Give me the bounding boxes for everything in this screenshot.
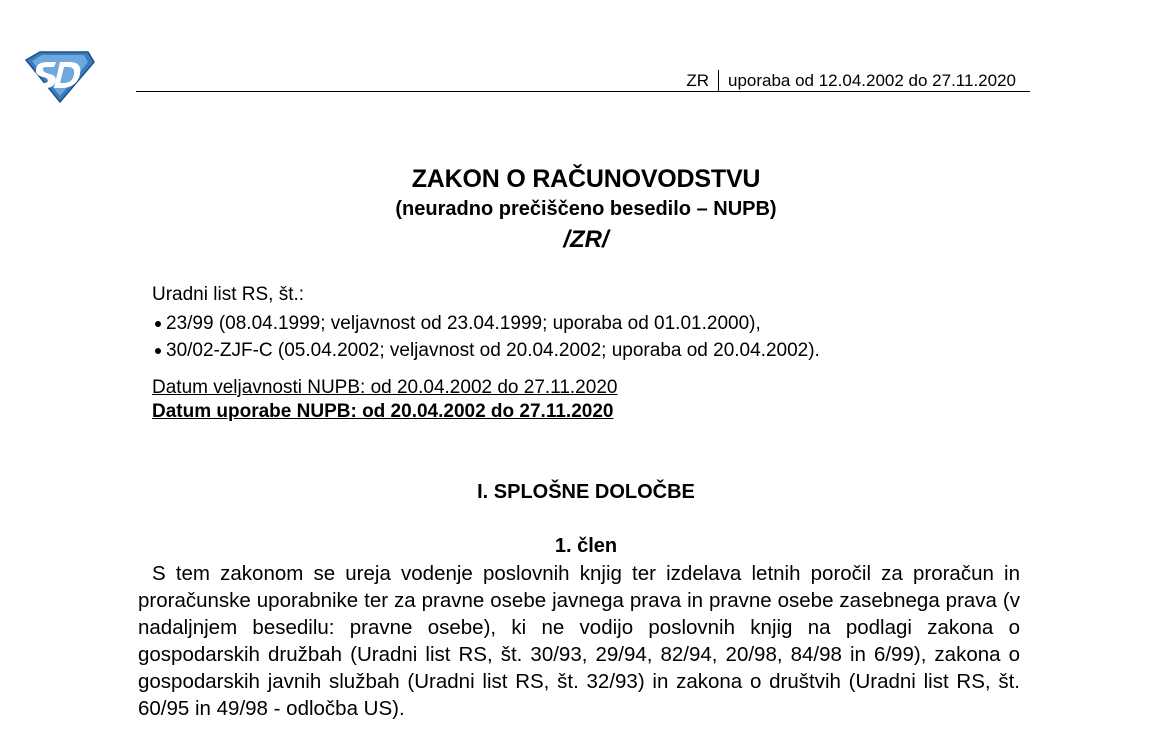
gazette-item-text: 30/02-ZJF-C (05.04.2002; veljavnost od 20.04.2002; uporaba od 20.04.2002). [166,340,820,361]
document-subtitle: (neuradno prečiščeno besedilo – NUPB) [395,198,777,220]
gazette-item-text: 23/99 (08.04.1999; veljavnost od 23.04.1999; uporaba od 01.01.2000), [166,313,761,334]
header-code: ZR [686,70,719,91]
gazette-item [152,310,820,337]
bullet-icon [155,321,161,327]
document-title: ZAKON O RAČUNOVODSTVU [411,165,761,193]
gazette-label: Uradni list RS, št.: [152,284,305,305]
article-heading: 1. člen [554,535,618,557]
validity-date: Datum veljavnosti NUPB: od 20.04.2002 do 27.11.2020 [152,377,618,398]
article-paragraph: S tem zakonom se ureja vodenje poslovnih knjig ter izdelava letnih poročil za proračun in proračunske uporabnike ter za pravne osebe javnega prava in pravne osebe zasebnega prava (v nadaljnjem besedilu: pravne osebe), ki ne vodijo poslovnih knjig na podlagi zakona o gospodarskih družbah (Uradni list RS, št. 30/93, 29/94, 82/94, 20/98, 84/98 in 6/99), zakona o gospodarskih javnih službah (Uradni list RS, št. 32/93) in zakona o društvih (Uradni list RS, št. 60/95 in 49/98 - odločba US). [138,562,1020,720]
bullet-icon [155,348,161,354]
running-header [136,70,1030,92]
gazette-item [152,337,820,364]
sd-shield-logo-icon [22,50,96,104]
header-usage-dates: uporaba od 12.04.2002 do 27.11.2020 [727,71,1016,90]
official-gazette-list [152,283,820,364]
usage-date: Datum uporabe NUPB: od 20.04.2002 do 27.11.2020 [152,401,614,422]
validity-dates [152,376,617,424]
header-info [686,70,1016,91]
section-heading: I. SPLOŠNE DOLOČBE [477,481,695,503]
document-abbreviation: /ZR/ [563,226,609,253]
